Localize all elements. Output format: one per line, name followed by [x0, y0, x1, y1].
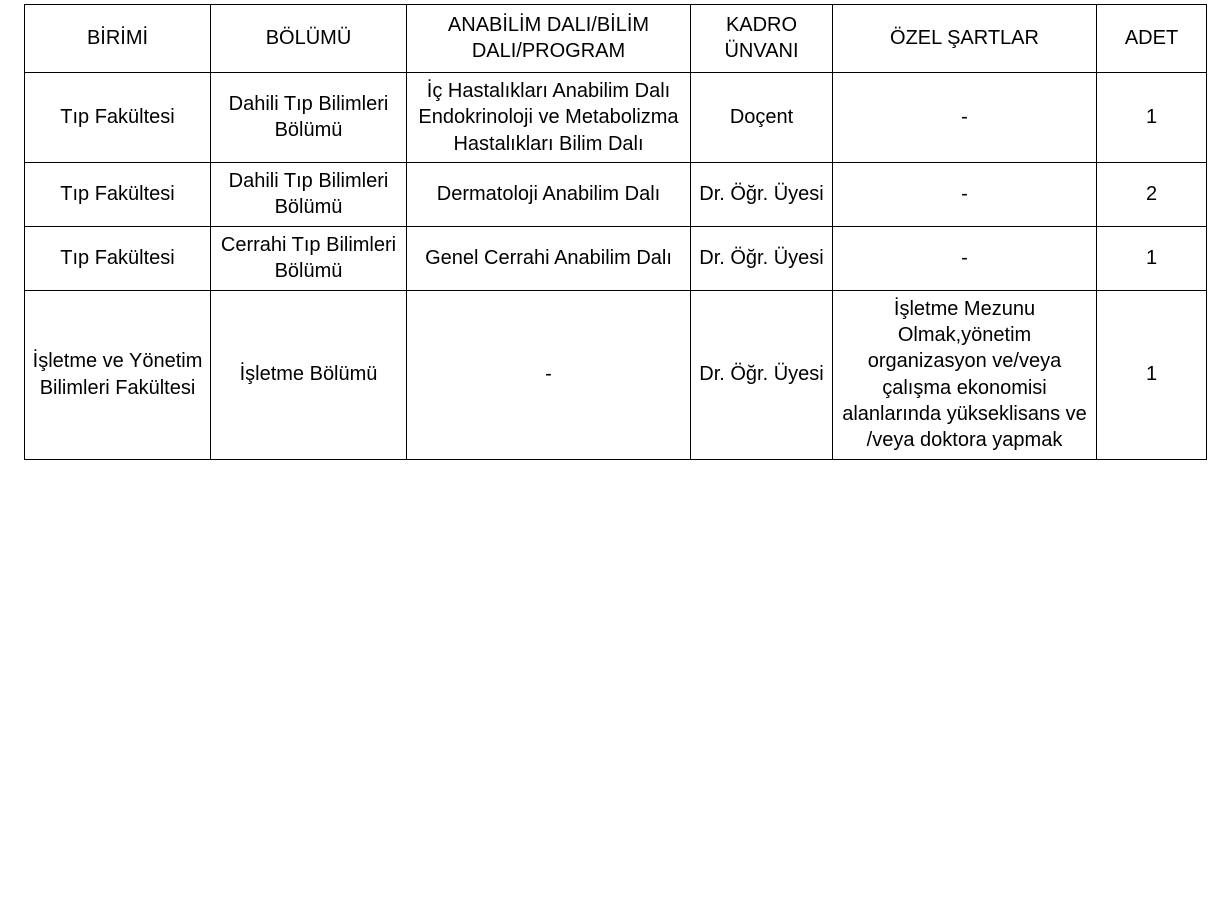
column-header-ozel-sartlar: ÖZEL ŞARTLAR [833, 5, 1097, 73]
cell-ozel-sartlar: - [833, 72, 1097, 162]
cell-anabilim-dali: Dermatoloji Anabilim Dalı [407, 162, 691, 226]
column-header-adet: ADET [1097, 5, 1207, 73]
table-row [25, 290, 1207, 459]
cell-ozel-sartlar: - [833, 162, 1097, 226]
cell-adet: 1 [1097, 290, 1207, 459]
column-header-anabilim-dali: ANABİLİM DALI/BİLİM DALI/PROGRAM [407, 5, 691, 73]
table-header [25, 5, 1207, 73]
cell-anabilim-dali: Genel Cerrahi Anabilim Dalı [407, 226, 691, 290]
document-page [0, 4, 1226, 918]
cell-birim: İşletme ve Yönetim Bilimleri Fakültesi [25, 290, 211, 459]
table-header-row [25, 5, 1207, 73]
cell-kadro-unvani: Doçent [691, 72, 833, 162]
cell-birim: Tıp Fakültesi [25, 72, 211, 162]
cell-anabilim-dali: - [407, 290, 691, 459]
cell-birim: Tıp Fakültesi [25, 226, 211, 290]
cell-bolum: İşletme Bölümü [211, 290, 407, 459]
cell-ozel-sartlar: - [833, 226, 1097, 290]
column-header-kadro-unvani: KADRO ÜNVANI [691, 5, 833, 73]
cell-adet: 2 [1097, 162, 1207, 226]
cell-bolum: Dahili Tıp Bilimleri Bölümü [211, 162, 407, 226]
cell-kadro-unvani: Dr. Öğr. Üyesi [691, 290, 833, 459]
cell-bolum: Cerrahi Tıp Bilimleri Bölümü [211, 226, 407, 290]
column-header-birim: BİRİMİ [25, 5, 211, 73]
cell-adet: 1 [1097, 72, 1207, 162]
table-row [25, 226, 1207, 290]
academic-staff-table [24, 4, 1207, 460]
cell-bolum: Dahili Tıp Bilimleri Bölümü [211, 72, 407, 162]
cell-adet: 1 [1097, 226, 1207, 290]
column-header-bolum: BÖLÜMÜ [211, 5, 407, 73]
table-body [25, 72, 1207, 459]
table-row [25, 162, 1207, 226]
cell-anabilim-dali: İç Hastalıkları Anabilim Dalı Endokrinoloji ve Metabolizma Hastalıkları Bilim Dalı [407, 72, 691, 162]
cell-ozel-sartlar: İşletme Mezunu Olmak,yönetim organizasyon ve/veya çalışma ekonomisi alanlarında yükseklisans ve /veya doktora yapmak [833, 290, 1097, 459]
cell-birim: Tıp Fakültesi [25, 162, 211, 226]
cell-kadro-unvani: Dr. Öğr. Üyesi [691, 226, 833, 290]
table-row [25, 72, 1207, 162]
cell-kadro-unvani: Dr. Öğr. Üyesi [691, 162, 833, 226]
